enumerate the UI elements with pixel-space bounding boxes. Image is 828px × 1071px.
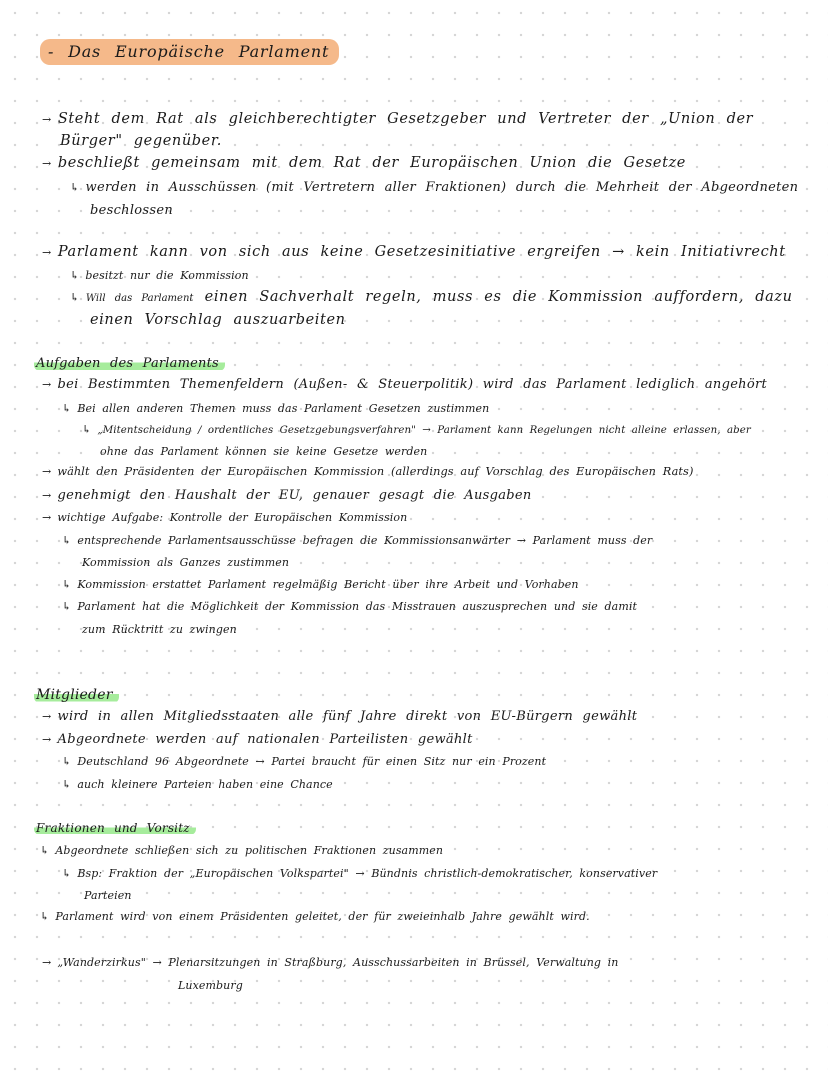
hook-arrow-icon: ↳	[82, 423, 92, 436]
section-heading-fraktionen	[34, 822, 196, 834]
continuation-line: ohne das Parlament können sie keine Gesetze werden	[100, 445, 428, 458]
sub-bullet-line: ↳ „Mitentscheidung / ordentliches Gesetzgebungsverfahren" → Parlament kann Regelungen nicht alleine erlassen, aber	[82, 423, 751, 436]
sub-bullet-line: ↳ Bei allen anderen Themen muss das Parlament Gesetzen zustimmen	[62, 402, 490, 415]
arrow-icon: →	[42, 113, 52, 126]
hook-arrow-icon: ↳	[62, 578, 72, 591]
bullet-line: → genehmigt den Haushalt der EU, genauer gesagt die Ausgaben	[42, 488, 532, 503]
hook-arrow-icon: ↳	[62, 867, 72, 880]
hook-arrow-icon: ↳	[62, 755, 72, 768]
hook-arrow-icon: ↳	[62, 600, 72, 613]
arrow-icon: →	[42, 378, 52, 391]
continuation-line: Kommission als Ganzes zustimmen	[82, 556, 290, 569]
continuation-line: Luxemburg	[178, 979, 243, 992]
hook-arrow-icon: ↳	[62, 534, 72, 547]
sub-bullet-line: ↳ Kommission erstattet Parlament regelmäßig Bericht über ihre Arbeit und Vorhaben	[62, 578, 579, 591]
continuation-line: einen Vorschlag auszuarbeiten	[90, 312, 346, 328]
bullet-line: → Abgeordnete werden auf nationalen Parteilisten gewählt	[42, 732, 473, 747]
heading-highlight: Aufgaben des Parlaments	[34, 356, 225, 371]
continuation-line: Parteien	[84, 889, 132, 902]
bullet-line: → wird in allen Mitgliedsstaaten alle fünf Jahre direkt von EU-Bürgern gewählt	[42, 709, 638, 724]
hook-arrow-icon: ↳	[62, 402, 72, 415]
bullet-line: → „Wanderzirkus" → Plenarsitzungen in Straßburg, Ausschussarbeiten in Brüssel, Verwaltung in	[42, 956, 619, 969]
title-highlight: - Das Europäische Parlament	[40, 39, 339, 65]
hook-arrow-icon: ↳	[40, 910, 50, 923]
hook-arrow-icon: ↳	[70, 181, 80, 194]
hook-arrow-icon: ↳	[70, 291, 80, 304]
sub-bullet-line: ↳ auch kleinere Parteien haben eine Chance	[62, 778, 333, 791]
sub-bullet-line: ↳ entsprechende Parlamentsausschüsse befragen die Kommissionsanwärter → Parlament muss der	[62, 534, 653, 547]
bullet-line: → Steht dem Rat als gleichberechtigter Gesetzgeber und Vertreter der „Union der	[42, 111, 754, 127]
bullet-line: → Parlament kann von sich aus keine Gesetzesinitiative ergreifen → kein Initiativrecht	[42, 244, 786, 260]
arrow-icon: →	[42, 710, 52, 723]
sub-bullet-line: ↳ Parlament wird von einem Präsidenten geleitet, der für zweieinhalb Jahre gewählt wird.	[40, 910, 590, 923]
sub-bullet-line: ↳ Bsp: Fraktion der „Europäischen Volkspartei" → Bündnis christlich-demokratischer, konservativer	[62, 867, 658, 880]
bullet-line: → bei Bestimmten Themenfeldern (Außen- & Steuerpolitik) wird das Parlament lediglich angehört	[42, 377, 768, 392]
arrow-icon: →	[42, 489, 52, 502]
bullet-line: → beschließt gemeinsam mit dem Rat der Europäischen Union die Gesetze	[42, 155, 686, 171]
continuation-line: Bürger" gegenüber.	[60, 133, 223, 149]
bullet-line: → wichtige Aufgabe: Kontrolle der Europäischen Kommission	[42, 511, 408, 524]
section-heading-mitglieder	[34, 688, 119, 702]
section-heading-aufgaben	[34, 357, 225, 370]
arrow-icon: →	[42, 733, 52, 746]
sub-bullet-line: ↳ Will das Parlament einen Sachverhalt regeln, muss es die Kommission auffordern, dazu	[70, 289, 793, 305]
arrow-icon: →	[42, 157, 52, 170]
arrow-icon: →	[42, 511, 52, 524]
continuation-line: zum Rücktritt zu zwingen	[82, 623, 237, 636]
bullet-line: → wählt den Präsidenten der Europäischen Kommission (allerdings auf Vorschlag des Europäischen Rats)	[42, 465, 694, 478]
sub-bullet-line: ↳ besitzt nur die Kommission	[70, 269, 249, 282]
heading-highlight: Mitglieder	[34, 687, 119, 703]
continuation-line: beschlossen	[90, 203, 174, 218]
sub-bullet-line: ↳ Parlament hat die Möglichkeit der Kommission das Misstrauen auszusprechen und sie damit	[62, 600, 637, 613]
page-title	[40, 44, 339, 60]
arrow-icon: →	[42, 956, 52, 969]
arrow-icon: →	[42, 246, 52, 259]
sub-bullet-line: ↳ Abgeordnete schließen sich zu politischen Fraktionen zusammen	[40, 844, 444, 857]
heading-highlight: Fraktionen und Vorsitz	[34, 821, 196, 835]
sub-bullet-line: ↳ Deutschland 96 Abgeordnete → Partei braucht für einen Sitz nur ein Prozent	[62, 755, 547, 768]
hook-arrow-icon: ↳	[70, 269, 80, 282]
hook-arrow-icon: ↳	[62, 778, 72, 791]
arrow-icon: →	[42, 465, 52, 478]
sub-bullet-line: ↳ werden in Ausschüssen (mit Vertretern aller Fraktionen) durch die Mehrheit der Abgeordneten	[70, 180, 799, 195]
hook-arrow-icon: ↳	[40, 844, 50, 857]
